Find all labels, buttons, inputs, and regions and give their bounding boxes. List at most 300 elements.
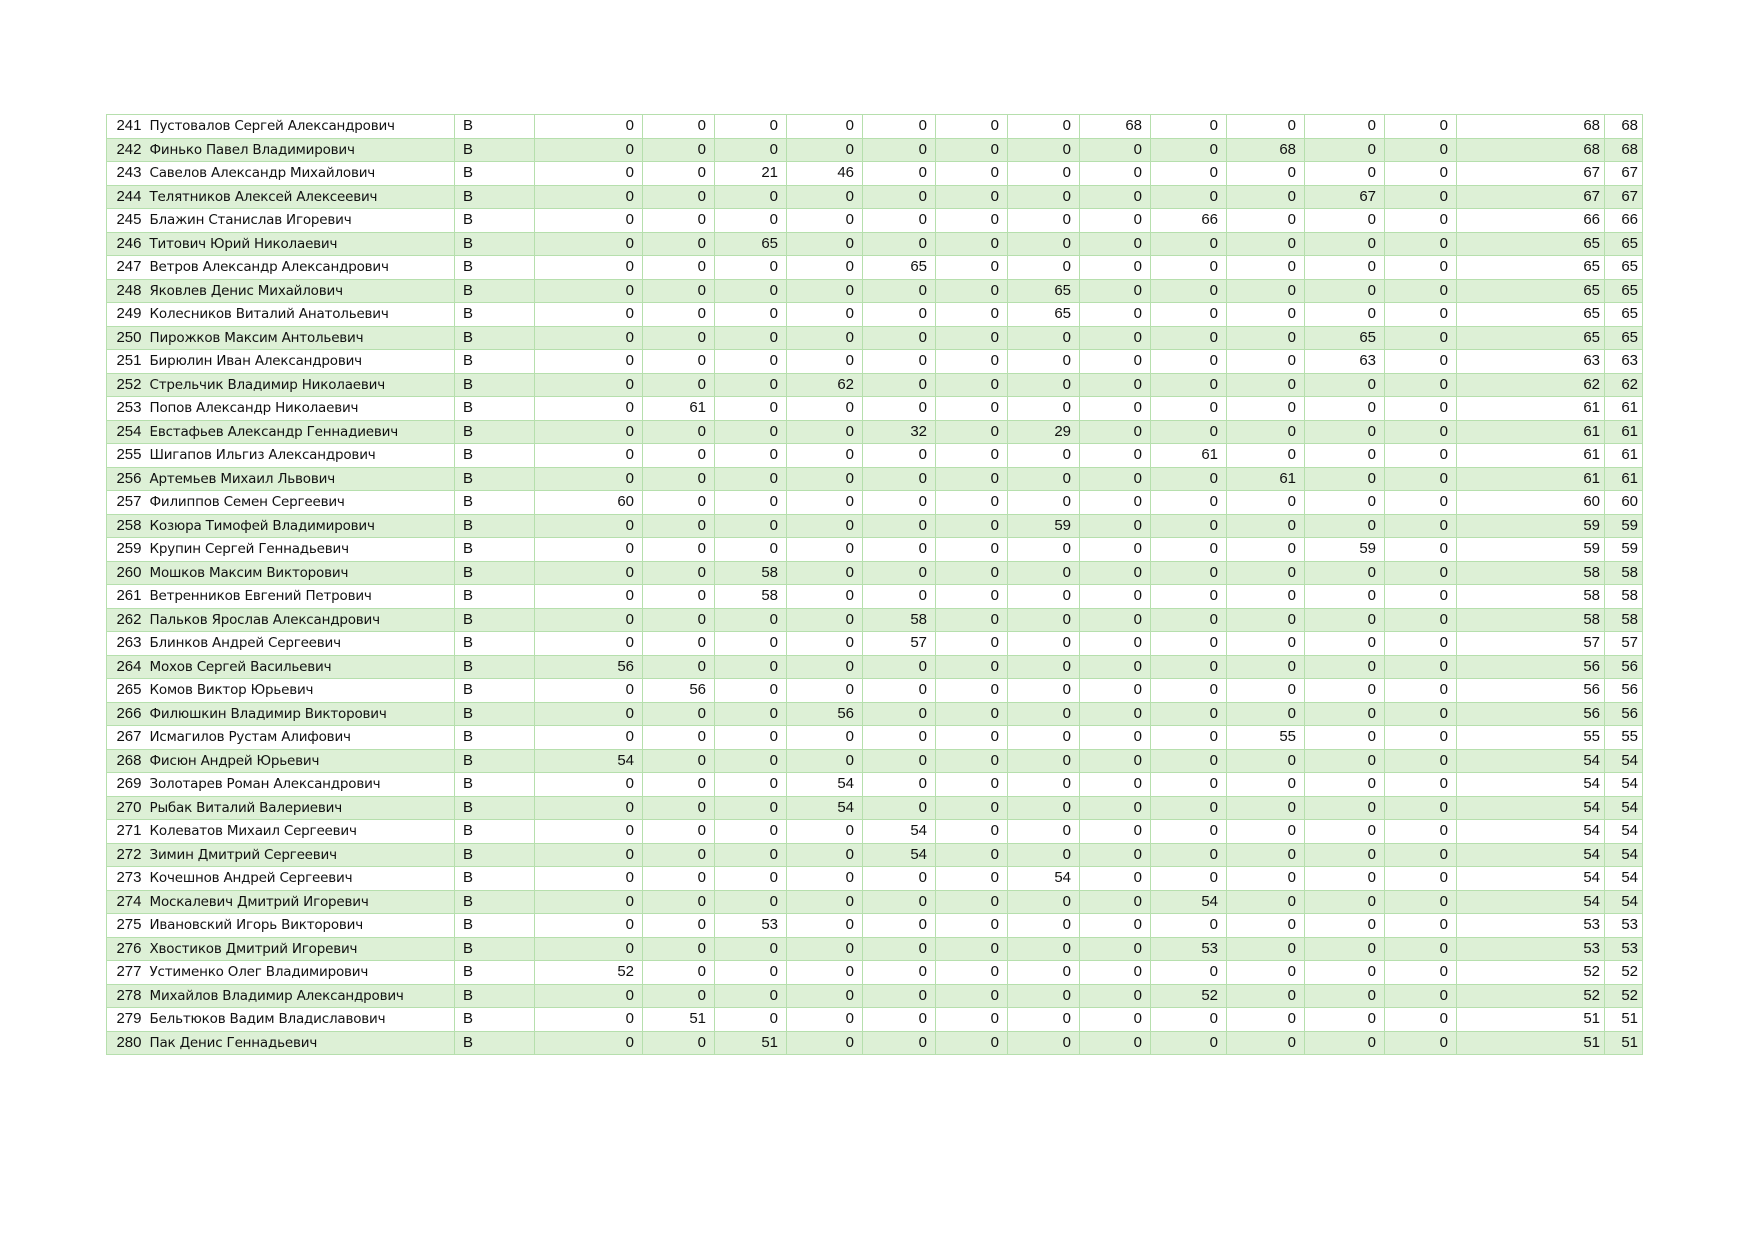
- sum-cell: 60: [1457, 491, 1605, 515]
- score-cell: 0: [1080, 608, 1151, 632]
- score-cell: 0: [863, 326, 936, 350]
- row-number: 279: [107, 1008, 147, 1032]
- category-cell: В: [455, 115, 535, 139]
- score-cell: 0: [1305, 232, 1385, 256]
- row-number: 252: [107, 373, 147, 397]
- row-number: 248: [107, 279, 147, 303]
- category-cell: В: [455, 444, 535, 468]
- category-cell: В: [455, 232, 535, 256]
- row-number: 249: [107, 303, 147, 327]
- score-cell: 0: [1151, 420, 1227, 444]
- category-cell: В: [455, 961, 535, 985]
- row-number: 254: [107, 420, 147, 444]
- participant-name: Ивановский Игорь Викторович: [147, 914, 455, 938]
- participant-name: Комов Виктор Юрьевич: [147, 679, 455, 703]
- category-cell: В: [455, 397, 535, 421]
- score-cell: 0: [1080, 1031, 1151, 1055]
- sum-cell: 54: [1457, 820, 1605, 844]
- score-cell: 0: [1080, 514, 1151, 538]
- sum-cell: 56: [1457, 655, 1605, 679]
- score-cell: 0: [787, 937, 863, 961]
- score-cell: 0: [1151, 397, 1227, 421]
- score-cell: 0: [715, 679, 787, 703]
- score-cell: 0: [1385, 397, 1457, 421]
- score-cell: 0: [1151, 185, 1227, 209]
- score-cell: 0: [535, 914, 643, 938]
- score-cell: 0: [1151, 773, 1227, 797]
- table-row: [107, 397, 1643, 421]
- score-cell: 0: [936, 326, 1008, 350]
- total-cell: 55: [1605, 726, 1643, 750]
- participant-name: Колеватов Михаил Сергеевич: [147, 820, 455, 844]
- total-cell: 59: [1605, 514, 1643, 538]
- score-cell: 0: [936, 279, 1008, 303]
- category-cell: В: [455, 326, 535, 350]
- score-cell: 0: [1385, 162, 1457, 186]
- score-cell: 0: [1080, 279, 1151, 303]
- score-cell: 0: [1008, 326, 1080, 350]
- participant-name: Хвостиков Дмитрий Игоревич: [147, 937, 455, 961]
- score-cell: 0: [1385, 1031, 1457, 1055]
- category-cell: В: [455, 843, 535, 867]
- score-cell: 68: [1080, 115, 1151, 139]
- score-cell: 0: [1080, 796, 1151, 820]
- score-cell: 0: [863, 538, 936, 562]
- score-cell: 0: [1008, 914, 1080, 938]
- score-cell: 0: [787, 679, 863, 703]
- score-cell: 0: [863, 138, 936, 162]
- score-cell: 0: [715, 138, 787, 162]
- score-cell: 0: [1305, 890, 1385, 914]
- score-cell: 0: [715, 1008, 787, 1032]
- category-cell: В: [455, 561, 535, 585]
- total-cell: 60: [1605, 491, 1643, 515]
- sum-cell: 59: [1457, 538, 1605, 562]
- score-cell: 0: [1151, 702, 1227, 726]
- score-cell: 0: [1305, 1031, 1385, 1055]
- sum-cell: 68: [1457, 138, 1605, 162]
- score-cell: 0: [1305, 115, 1385, 139]
- score-cell: 0: [535, 820, 643, 844]
- row-number: 241: [107, 115, 147, 139]
- sum-cell: 66: [1457, 209, 1605, 233]
- participant-name: Золотарев Роман Александрович: [147, 773, 455, 797]
- score-cell: 0: [1305, 514, 1385, 538]
- score-cell: 0: [1227, 256, 1305, 280]
- score-cell: 63: [1305, 350, 1385, 374]
- score-cell: 0: [643, 820, 715, 844]
- total-cell: 52: [1605, 961, 1643, 985]
- score-cell: 0: [643, 538, 715, 562]
- participant-name: Блинков Андрей Сергеевич: [147, 632, 455, 656]
- score-cell: 0: [535, 1031, 643, 1055]
- score-cell: 58: [715, 561, 787, 585]
- score-cell: 0: [715, 632, 787, 656]
- score-cell: 0: [643, 138, 715, 162]
- score-cell: 0: [715, 702, 787, 726]
- score-cell: 0: [1080, 914, 1151, 938]
- row-number: 255: [107, 444, 147, 468]
- participant-name: Бирюлин Иван Александрович: [147, 350, 455, 374]
- total-cell: 54: [1605, 749, 1643, 773]
- score-cell: 0: [1227, 561, 1305, 585]
- score-cell: 0: [1008, 961, 1080, 985]
- score-cell: 0: [1008, 256, 1080, 280]
- score-cell: 0: [1305, 679, 1385, 703]
- score-cell: 0: [863, 937, 936, 961]
- category-cell: В: [455, 467, 535, 491]
- category-cell: В: [455, 373, 535, 397]
- score-cell: 0: [715, 420, 787, 444]
- sum-cell: 53: [1457, 937, 1605, 961]
- participant-name: Шигапов Ильгиз Александрович: [147, 444, 455, 468]
- score-cell: 0: [863, 890, 936, 914]
- score-cell: 0: [1080, 890, 1151, 914]
- score-cell: 58: [863, 608, 936, 632]
- score-cell: 66: [1151, 209, 1227, 233]
- row-number: 259: [107, 538, 147, 562]
- score-cell: 0: [1151, 350, 1227, 374]
- score-cell: 0: [1080, 209, 1151, 233]
- score-cell: 0: [1008, 162, 1080, 186]
- table-row: [107, 1031, 1643, 1055]
- total-cell: 54: [1605, 890, 1643, 914]
- score-cell: 0: [936, 256, 1008, 280]
- score-cell: 0: [643, 115, 715, 139]
- score-cell: 0: [1008, 984, 1080, 1008]
- score-cell: 0: [936, 773, 1008, 797]
- score-cell: 0: [1385, 702, 1457, 726]
- score-cell: 0: [936, 138, 1008, 162]
- category-cell: В: [455, 138, 535, 162]
- score-cell: 0: [1227, 514, 1305, 538]
- score-cell: 0: [1227, 538, 1305, 562]
- score-cell: 61: [1151, 444, 1227, 468]
- table-row: [107, 796, 1643, 820]
- score-cell: 0: [715, 326, 787, 350]
- total-cell: 62: [1605, 373, 1643, 397]
- score-cell: 0: [1385, 444, 1457, 468]
- participant-name: Колесников Виталий Анатольевич: [147, 303, 455, 327]
- score-cell: 0: [863, 373, 936, 397]
- score-cell: 0: [863, 561, 936, 585]
- category-cell: В: [455, 185, 535, 209]
- score-cell: 0: [1227, 162, 1305, 186]
- score-cell: 0: [1227, 984, 1305, 1008]
- score-cell: 0: [1151, 303, 1227, 327]
- score-cell: 0: [1080, 420, 1151, 444]
- score-cell: 0: [863, 726, 936, 750]
- sum-cell: 54: [1457, 773, 1605, 797]
- total-cell: 68: [1605, 138, 1643, 162]
- score-cell: 0: [1227, 326, 1305, 350]
- score-cell: 0: [1227, 585, 1305, 609]
- score-cell: 0: [1080, 138, 1151, 162]
- score-cell: 0: [535, 350, 643, 374]
- score-cell: 67: [1305, 185, 1385, 209]
- score-cell: 65: [1008, 303, 1080, 327]
- score-cell: 0: [1227, 185, 1305, 209]
- score-cell: 0: [1008, 820, 1080, 844]
- category-cell: В: [455, 726, 535, 750]
- score-cell: 0: [863, 867, 936, 891]
- score-cell: 0: [1385, 491, 1457, 515]
- table-row: [107, 726, 1643, 750]
- sum-cell: 54: [1457, 890, 1605, 914]
- score-cell: 0: [936, 749, 1008, 773]
- score-cell: 54: [1008, 867, 1080, 891]
- score-cell: 0: [643, 655, 715, 679]
- score-cell: 0: [1385, 279, 1457, 303]
- score-cell: 0: [1151, 232, 1227, 256]
- score-cell: 0: [936, 115, 1008, 139]
- score-cell: 0: [715, 820, 787, 844]
- score-cell: 0: [787, 843, 863, 867]
- participant-name: Ветров Александр Александрович: [147, 256, 455, 280]
- category-cell: В: [455, 303, 535, 327]
- score-cell: 0: [715, 937, 787, 961]
- category-cell: В: [455, 256, 535, 280]
- score-cell: 0: [643, 444, 715, 468]
- participant-name: Филиппов Семен Сергеевич: [147, 491, 455, 515]
- score-cell: 0: [1151, 1008, 1227, 1032]
- sum-cell: 57: [1457, 632, 1605, 656]
- score-cell: 0: [1227, 444, 1305, 468]
- score-cell: 0: [863, 350, 936, 374]
- score-cell: 0: [1227, 702, 1305, 726]
- score-cell: 0: [1227, 632, 1305, 656]
- score-cell: 0: [643, 491, 715, 515]
- score-cell: 0: [715, 655, 787, 679]
- category-cell: В: [455, 538, 535, 562]
- score-cell: 0: [1305, 796, 1385, 820]
- score-cell: 0: [1227, 1008, 1305, 1032]
- score-cell: 0: [715, 514, 787, 538]
- sum-cell: 53: [1457, 914, 1605, 938]
- score-cell: 0: [1080, 749, 1151, 773]
- row-number: 258: [107, 514, 147, 538]
- table-row: [107, 256, 1643, 280]
- score-cell: 0: [1385, 185, 1457, 209]
- score-cell: 46: [787, 162, 863, 186]
- score-cell: 0: [535, 397, 643, 421]
- score-cell: 0: [1080, 397, 1151, 421]
- participant-name: Яковлев Денис Михайлович: [147, 279, 455, 303]
- score-cell: 0: [535, 679, 643, 703]
- score-cell: 0: [1008, 185, 1080, 209]
- score-cell: 0: [643, 585, 715, 609]
- score-cell: 0: [936, 209, 1008, 233]
- score-cell: 0: [1080, 773, 1151, 797]
- category-cell: В: [455, 820, 535, 844]
- category-cell: В: [455, 279, 535, 303]
- score-cell: 56: [787, 702, 863, 726]
- total-cell: 65: [1605, 279, 1643, 303]
- score-cell: 0: [936, 444, 1008, 468]
- score-cell: 0: [1008, 232, 1080, 256]
- score-cell: 0: [787, 467, 863, 491]
- score-cell: 0: [787, 890, 863, 914]
- score-cell: 0: [787, 632, 863, 656]
- category-cell: В: [455, 867, 535, 891]
- category-cell: В: [455, 890, 535, 914]
- row-number: 278: [107, 984, 147, 1008]
- participant-name: Стрельчик Владимир Николаевич: [147, 373, 455, 397]
- score-cell: 0: [1008, 491, 1080, 515]
- table-row: [107, 185, 1643, 209]
- sum-cell: 55: [1457, 726, 1605, 750]
- score-cell: 0: [1305, 138, 1385, 162]
- score-cell: 0: [643, 373, 715, 397]
- score-cell: 0: [535, 420, 643, 444]
- row-number: 245: [107, 209, 147, 233]
- score-cell: 0: [1385, 843, 1457, 867]
- score-cell: 0: [936, 843, 1008, 867]
- table-row: [107, 749, 1643, 773]
- score-cell: 0: [1151, 326, 1227, 350]
- score-cell: 58: [715, 585, 787, 609]
- score-cell: 0: [1385, 914, 1457, 938]
- score-cell: 0: [863, 1008, 936, 1032]
- score-cell: 0: [1008, 350, 1080, 374]
- participant-name: Крупин Сергей Геннадьевич: [147, 538, 455, 562]
- score-cell: 0: [1305, 608, 1385, 632]
- score-cell: 0: [643, 185, 715, 209]
- score-cell: 0: [1080, 350, 1151, 374]
- score-cell: 0: [936, 655, 1008, 679]
- sum-cell: 54: [1457, 843, 1605, 867]
- total-cell: 67: [1605, 162, 1643, 186]
- score-cell: 0: [1385, 138, 1457, 162]
- category-cell: В: [455, 679, 535, 703]
- sum-cell: 51: [1457, 1031, 1605, 1055]
- score-cell: 65: [1008, 279, 1080, 303]
- score-cell: 0: [863, 773, 936, 797]
- score-cell: 0: [936, 679, 1008, 703]
- score-cell: 0: [535, 467, 643, 491]
- ranking-table: [106, 114, 1643, 1055]
- score-cell: 29: [1008, 420, 1080, 444]
- score-cell: 0: [1227, 491, 1305, 515]
- score-cell: 65: [715, 232, 787, 256]
- score-cell: 0: [787, 1008, 863, 1032]
- sum-cell: 67: [1457, 162, 1605, 186]
- sum-cell: 58: [1457, 608, 1605, 632]
- score-cell: 0: [1080, 702, 1151, 726]
- score-cell: 0: [1151, 796, 1227, 820]
- score-cell: 0: [1080, 1008, 1151, 1032]
- score-cell: 0: [1227, 961, 1305, 985]
- row-number: 266: [107, 702, 147, 726]
- score-cell: 0: [715, 890, 787, 914]
- score-cell: 0: [1385, 890, 1457, 914]
- score-cell: 57: [863, 632, 936, 656]
- score-cell: 0: [1080, 984, 1151, 1008]
- score-cell: 0: [715, 397, 787, 421]
- row-number: 250: [107, 326, 147, 350]
- score-cell: 0: [1008, 679, 1080, 703]
- category-cell: В: [455, 702, 535, 726]
- participant-name: Артемьев Михаил Львович: [147, 467, 455, 491]
- total-cell: 57: [1605, 632, 1643, 656]
- total-cell: 58: [1605, 608, 1643, 632]
- score-cell: 0: [1080, 256, 1151, 280]
- sum-cell: 67: [1457, 185, 1605, 209]
- score-cell: 0: [863, 514, 936, 538]
- category-cell: В: [455, 1031, 535, 1055]
- score-cell: 0: [715, 984, 787, 1008]
- sum-cell: 54: [1457, 796, 1605, 820]
- table-row: [107, 514, 1643, 538]
- category-cell: В: [455, 514, 535, 538]
- score-cell: 0: [715, 350, 787, 374]
- table-row: [107, 420, 1643, 444]
- participant-name: Финько Павел Владимирович: [147, 138, 455, 162]
- score-cell: 0: [787, 984, 863, 1008]
- score-cell: 54: [863, 820, 936, 844]
- row-number: 264: [107, 655, 147, 679]
- score-cell: 0: [863, 796, 936, 820]
- score-cell: 0: [1305, 561, 1385, 585]
- score-cell: 0: [1385, 467, 1457, 491]
- score-cell: 0: [787, 655, 863, 679]
- score-cell: 59: [1305, 538, 1385, 562]
- score-cell: 0: [1008, 397, 1080, 421]
- score-cell: 0: [1151, 867, 1227, 891]
- participant-name: Кочешнов Андрей Сергеевич: [147, 867, 455, 891]
- category-cell: В: [455, 585, 535, 609]
- score-cell: 54: [863, 843, 936, 867]
- score-cell: 0: [1305, 373, 1385, 397]
- score-cell: 0: [715, 608, 787, 632]
- participant-name: Евстафьев Александр Геннадиевич: [147, 420, 455, 444]
- total-cell: 54: [1605, 843, 1643, 867]
- score-cell: 56: [643, 679, 715, 703]
- score-cell: 0: [863, 914, 936, 938]
- sum-cell: 56: [1457, 702, 1605, 726]
- row-number: 273: [107, 867, 147, 891]
- row-number: 280: [107, 1031, 147, 1055]
- score-cell: 0: [1008, 373, 1080, 397]
- score-cell: 54: [535, 749, 643, 773]
- score-cell: 0: [715, 444, 787, 468]
- score-cell: 0: [1385, 514, 1457, 538]
- score-cell: 0: [1151, 608, 1227, 632]
- score-cell: 0: [787, 561, 863, 585]
- category-cell: В: [455, 162, 535, 186]
- score-cell: 0: [936, 890, 1008, 914]
- total-cell: 58: [1605, 585, 1643, 609]
- score-cell: 0: [1305, 726, 1385, 750]
- score-cell: 0: [643, 961, 715, 985]
- score-cell: 0: [1385, 326, 1457, 350]
- score-cell: 0: [643, 561, 715, 585]
- score-cell: 0: [1305, 843, 1385, 867]
- score-cell: 0: [535, 773, 643, 797]
- participant-name: Телятников Алексей Алексеевич: [147, 185, 455, 209]
- score-cell: 0: [863, 185, 936, 209]
- total-cell: 65: [1605, 303, 1643, 327]
- row-number: 262: [107, 608, 147, 632]
- score-cell: 0: [863, 702, 936, 726]
- score-cell: 0: [936, 1008, 1008, 1032]
- score-cell: 0: [1080, 655, 1151, 679]
- score-cell: 0: [643, 514, 715, 538]
- score-cell: 0: [1080, 820, 1151, 844]
- score-cell: 0: [787, 820, 863, 844]
- category-cell: В: [455, 420, 535, 444]
- score-cell: 0: [1080, 585, 1151, 609]
